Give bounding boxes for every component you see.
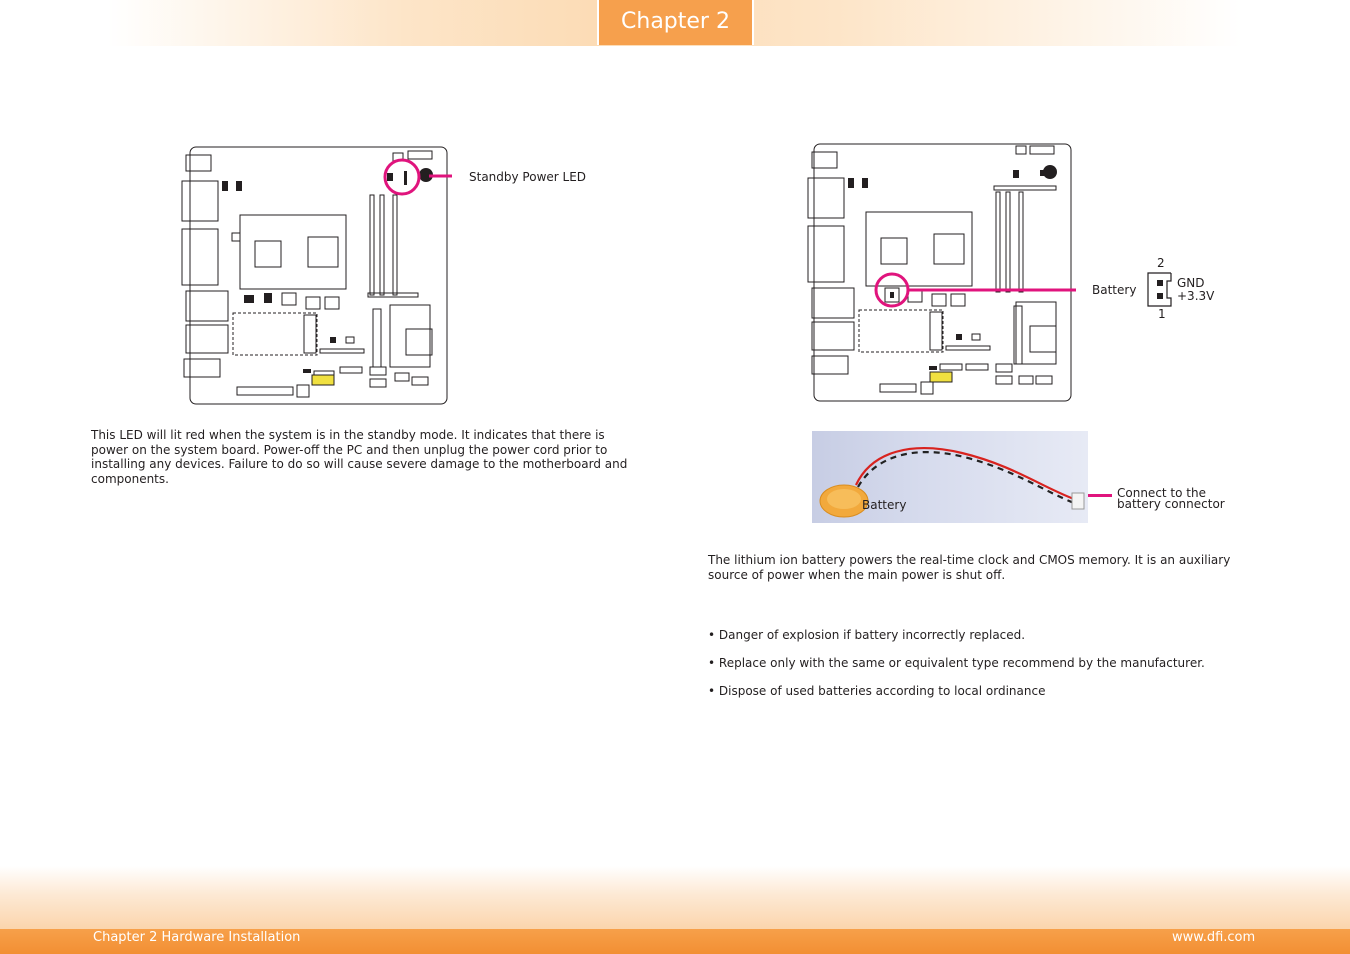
pin-2-label: 2	[1157, 256, 1165, 270]
photo-connector-label-line1: Connect to the	[1117, 486, 1206, 500]
footer-website-link[interactable]: www.dfi.com	[1172, 930, 1256, 945]
photo-connector-label-line2: battery connector	[1117, 497, 1225, 511]
battery-warning-1: • Danger of explosion if battery incorrectly replaced.	[708, 628, 1026, 642]
motherboard-diagram-battery	[800, 140, 1076, 405]
battery-warning-2: • Replace only with the same or equivalent type recommend by the manufacturer.	[708, 656, 1205, 670]
battery-cable-illustration	[812, 431, 1088, 523]
battery-warning-3: • Dispose of used batteries according to local ordinance	[708, 684, 1046, 698]
battery-connector-pinout	[1144, 270, 1176, 310]
chapter-tab: Chapter 2	[597, 0, 754, 45]
pin-gnd-label: GND	[1177, 276, 1205, 290]
battery-callout: Battery	[1092, 283, 1137, 297]
pin-1-label: 1	[1158, 307, 1166, 321]
standby-power-led-callout: Standby Power LED	[469, 170, 587, 184]
battery-photo	[812, 431, 1088, 523]
photo-connector-leader	[1088, 494, 1112, 497]
footer-band	[0, 866, 1350, 930]
battery-description: The lithium ion battery powers the real-time clock and CMOS memory. It is an auxiliary source of power when the main power is shut off.	[708, 553, 1231, 582]
standby-led-description: This LED will lit red when the system is in the standby mode. It indicates that there is power on the system board. Power-off the PC and then unplug the power cord prior to installing any devices. Failure to do so will cause severe damage to the motherboard and components.	[91, 428, 628, 486]
motherboard-diagram-standby-led	[180, 143, 452, 408]
pin-power-label: +3.3V	[1177, 289, 1215, 303]
photo-battery-label: Battery	[862, 498, 907, 512]
footer-section-title: Chapter 2 Hardware Installation	[93, 930, 301, 945]
